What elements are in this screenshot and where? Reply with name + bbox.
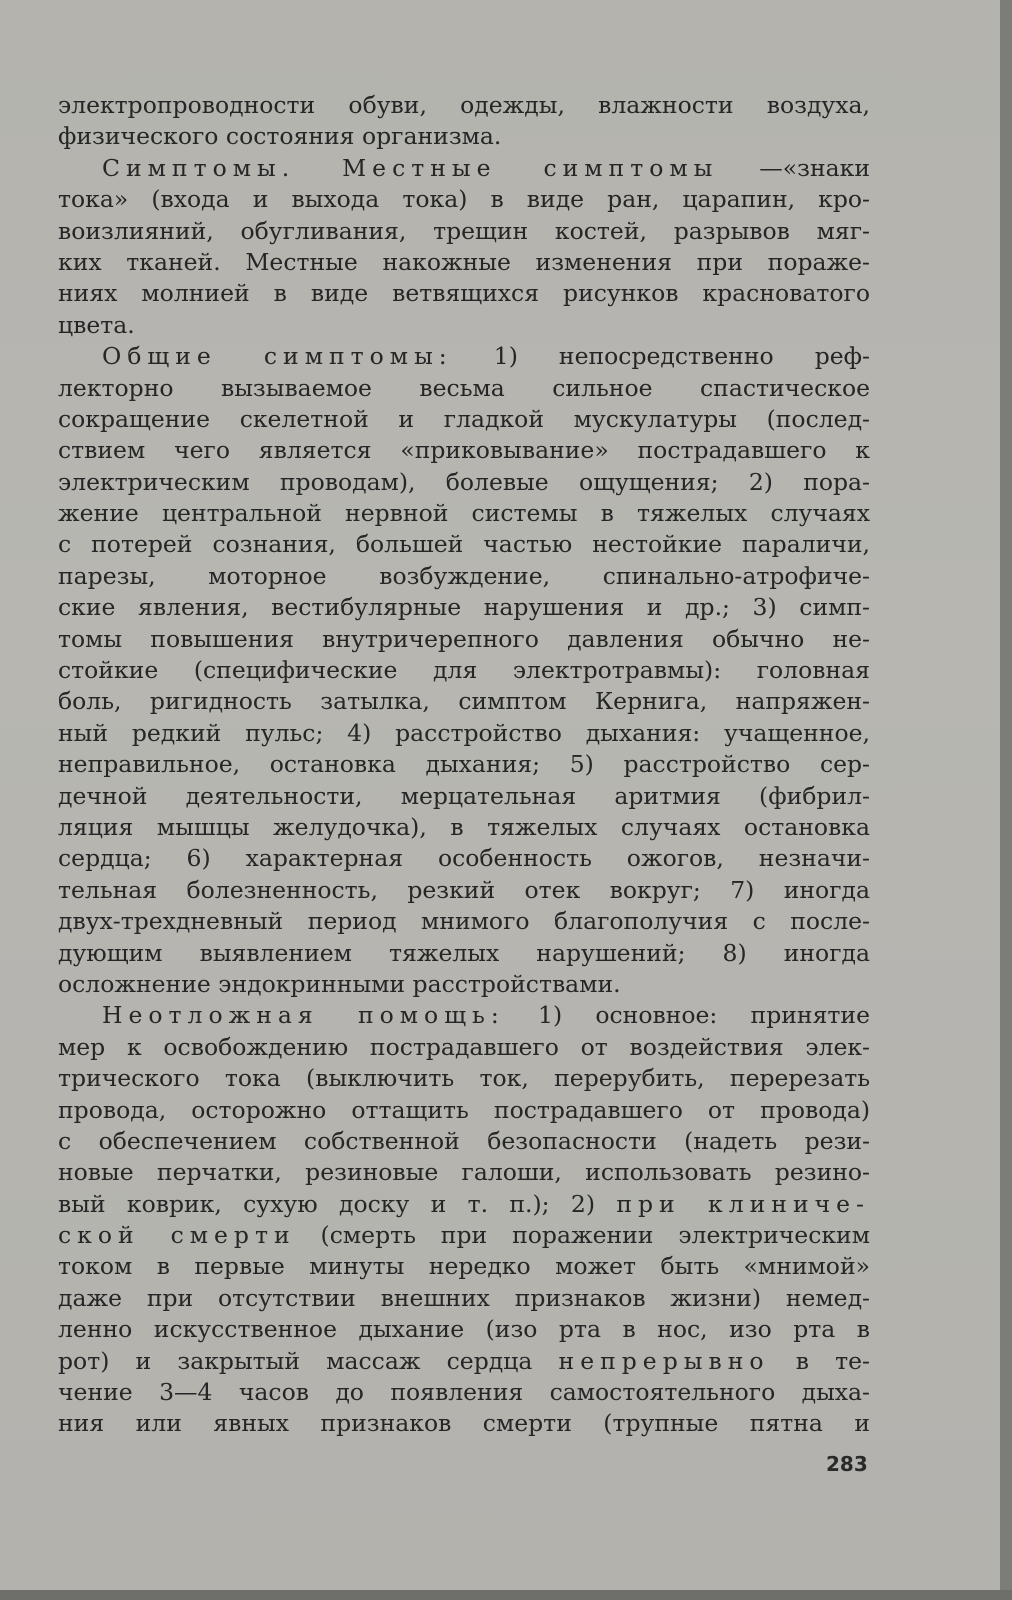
- text-line: [58, 812, 870, 843]
- line-text: сокращение скелетной и гладкой мускулатуры (послед-: [58, 404, 870, 433]
- spaced-term: Общие симптомы:: [102, 342, 453, 371]
- spaced-term: Симптомы. Местные симптомы: [102, 153, 719, 182]
- body-text: [58, 90, 870, 1440]
- text-line: [58, 184, 870, 215]
- line-text: ляция мышцы желудочка), в тяжелых случаях остановка: [58, 812, 870, 841]
- line-text: стойкие (специфические для электротравмы): головная: [58, 656, 870, 685]
- text-line: [58, 1314, 870, 1345]
- text-line: [58, 1095, 870, 1126]
- text-line: [58, 373, 870, 404]
- text-line: [58, 686, 870, 717]
- line-text: томы повышения внутричерепного давления обычно не-: [58, 624, 870, 653]
- line-text: осложнение эндокринными расстройствами.: [58, 969, 621, 998]
- text-line: [58, 624, 870, 655]
- line-text: с обеспечением собственной безопасности (надеть рези-: [58, 1126, 870, 1155]
- line-text: лекторно вызываемое весьма сильное спастическое: [58, 373, 870, 402]
- line-text: трического тока (выключить ток, перерубить, перерезать: [58, 1064, 870, 1093]
- line-text: боль, ригидность затылка, симптом Кернига, напряжен-: [58, 687, 870, 716]
- text-line: [58, 655, 870, 686]
- text-line: [58, 843, 870, 874]
- line-text: даже при отсутствии внешних признаков жизни) немед-: [58, 1283, 870, 1312]
- line-text: 1) непосредственно реф-: [493, 342, 870, 371]
- line-text: ный редкий пульс; 4) расстройство дыхания: учащенное,: [58, 718, 870, 747]
- text-line: [58, 906, 870, 937]
- line-text: (смерть при поражении электрическим: [320, 1221, 870, 1250]
- page-edge-bottom: [0, 1590, 1012, 1600]
- line-text: жение центральной нервной системы в тяжелых случаях: [58, 499, 870, 528]
- line-text: электрическим проводам), болевые ощущения; 2) пора-: [58, 467, 870, 496]
- line-text: дующим выявлением тяжелых нарушений; 8) иногда: [58, 938, 870, 967]
- line-text: рот) и закрытый массаж сердца: [58, 1346, 533, 1375]
- text-line: [58, 938, 870, 969]
- line-text: сердца; 6) характерная особенность ожогов, незначи-: [58, 844, 870, 873]
- line-text: ствием чего является «приковывание» пострадавшего к: [58, 436, 870, 465]
- line-text: двух-трехдневный период мнимого благополучия с после-: [58, 907, 870, 936]
- spaced-term: Неотложная помощь:: [102, 1001, 505, 1030]
- text-line: [58, 1063, 870, 1094]
- text-line: [58, 1377, 870, 1408]
- text-line: [58, 1189, 870, 1220]
- line-text: ские явления, вестибулярные нарушения и др.; 3) симп-: [58, 593, 870, 622]
- line-text: тока» (входа и выхода тока) в виде ран, царапин, кро-: [58, 185, 870, 214]
- line-text: электропроводности обуви, одежды, влажности воздуха,: [58, 91, 870, 119]
- text-line: [58, 561, 870, 592]
- line-text: током в первые минуты нередко может быть «мнимой»: [58, 1252, 870, 1281]
- text-line: [58, 435, 870, 466]
- line-text: ленно искусственное дыхание (изо рта в нос, изо рта в: [58, 1315, 870, 1344]
- line-text: вый коврик, сухую доску и т. п.); 2): [58, 1189, 596, 1218]
- text-line: [58, 216, 870, 247]
- text-line: [58, 1000, 870, 1031]
- line-text: воизлияний, обугливания, трещин костей, разрывов мяг-: [58, 216, 870, 245]
- line-text: —«знаки: [759, 153, 870, 182]
- text-line: [58, 467, 870, 498]
- text-line: [58, 341, 870, 372]
- text-line: [58, 749, 870, 780]
- line-text: парезы, моторное возбуждение, спинально-атрофиче-: [58, 561, 870, 590]
- line-text: ниях молнией в виде ветвящихся рисунков красноватого: [58, 279, 870, 308]
- text-line: [58, 90, 870, 121]
- text-line: [58, 1220, 870, 1251]
- text-line: [58, 1157, 870, 1188]
- paragraph: [58, 341, 870, 1000]
- line-text: цвета.: [58, 310, 135, 339]
- text-line: [58, 1126, 870, 1157]
- line-text: в те-: [795, 1346, 870, 1375]
- line-text: чение 3—4 часов до появления самостоятельного дыха-: [58, 1378, 870, 1407]
- text-line: [58, 247, 870, 278]
- line-text: 1) основное: принятие: [538, 1001, 870, 1030]
- text-line: [58, 1251, 870, 1282]
- text-line: [58, 969, 870, 1000]
- line-text: провода, осторожно оттащить пострадавшего от провода): [58, 1095, 870, 1124]
- line-text: дечной деятельности, мерцательная аритмия (фибрил-: [58, 781, 870, 810]
- paragraph: [58, 1000, 870, 1439]
- line-text: неправильное, остановка дыхания; 5) расстройство сер-: [58, 750, 870, 779]
- text-line: [58, 1408, 870, 1439]
- text-line: [58, 1032, 870, 1063]
- spaced-term: ской смерти: [58, 1221, 296, 1250]
- spaced-term: при клиниче-: [616, 1189, 870, 1218]
- text-line: [58, 310, 870, 341]
- text-line: [58, 498, 870, 529]
- text-line: [58, 404, 870, 435]
- page-edge-right: [1000, 0, 1012, 1600]
- line-text: ния или явных признаков смерти (трупные пятна и: [58, 1409, 870, 1438]
- paragraph: [58, 153, 870, 341]
- text-line: [58, 529, 870, 560]
- line-text: мер к освобождению пострадавшего от воздействия элек-: [58, 1032, 870, 1061]
- text-line: [58, 592, 870, 623]
- paragraph: [58, 90, 870, 153]
- text-line: [58, 781, 870, 812]
- line-text: новые перчатки, резиновые галоши, использовать резино-: [58, 1158, 870, 1187]
- text-line: [58, 278, 870, 309]
- text-line: [58, 153, 870, 184]
- spaced-term: непрерывно: [558, 1346, 770, 1375]
- text-line: [58, 718, 870, 749]
- line-text: с потерей сознания, большей частью нестойкие параличи,: [58, 530, 870, 559]
- text-line: [58, 875, 870, 906]
- text-line: [58, 1346, 870, 1377]
- line-text: ких тканей. Местные накожные изменения при пораже-: [58, 247, 870, 276]
- page-number: 283: [826, 1452, 868, 1476]
- line-text: тельная болезненность, резкий отек вокруг; 7) иногда: [58, 875, 870, 904]
- text-line: [58, 121, 870, 152]
- line-text: физического состояния организма.: [58, 122, 502, 151]
- text-line: [58, 1283, 870, 1314]
